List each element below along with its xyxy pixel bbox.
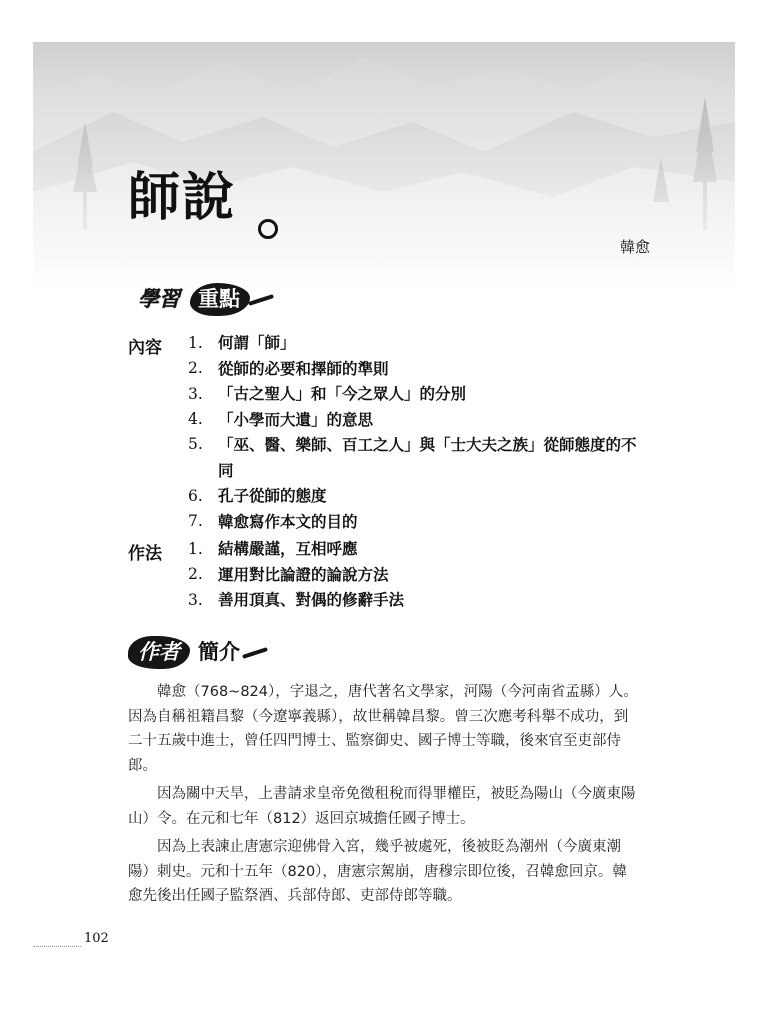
list-item-text: 「古之聖人」和「今之眾人」的分別	[218, 384, 467, 403]
list-item	[188, 483, 638, 509]
list-item	[188, 587, 638, 613]
learning-points-heading	[132, 283, 274, 316]
list-item-text: 韓愈寫作本文的目的	[218, 511, 358, 531]
list-item-number: 6.	[188, 486, 203, 505]
list-item-number: 3.	[188, 590, 203, 609]
content-section-label: 內容	[128, 338, 162, 358]
author-name: 韓愈	[620, 238, 651, 256]
list-item-number: 5.	[188, 435, 203, 453]
bio-paragraph: 因為關中天旱，上書請求皇帝免徵租稅而得罪權臣，被貶為陽山（今廣東陽山）令。在元和七年（812）返回京城擔任國子博士。	[128, 786, 636, 827]
method-list	[188, 536, 638, 613]
list-item	[188, 562, 638, 588]
list-item-text: 孔子從師的態度	[218, 486, 327, 505]
bio-paragraph: 韓愈（768~824），字退之，唐代著名文學家，河陽（今河南省孟縣）人。因為自稱祖籍昌黎（今遼寧義縣），故世稱韓昌黎。曾三次應考科舉不成功，到二十五歲中進士，曾任四門博士、監察御史、國子博士等職，後來官至吏部侍郎。	[128, 684, 638, 774]
learning-heading-part-a: 學習	[138, 287, 180, 311]
list-item-number: 1.	[188, 539, 203, 558]
page-number-rule	[33, 946, 81, 947]
list-item-text: 「小學而大遺」的意思	[218, 409, 374, 429]
list-item	[188, 356, 638, 382]
list-item-text: 運用對比論證的論說方法	[218, 564, 389, 584]
list-item-text: 從師的必要和擇師的準則	[218, 358, 389, 378]
list-item	[188, 407, 638, 433]
list-item-number: 7.	[188, 512, 203, 531]
list-item-number: 4.	[188, 410, 203, 429]
leaf-stem-decoration	[248, 294, 274, 306]
learning-heading-part-b: 重點	[190, 283, 250, 316]
author-heading-part-a: 作者	[128, 636, 190, 669]
author-heading-part-b: 簡介	[198, 640, 240, 664]
bio-paragraph: 因為上表諫止唐憲宗迎佛骨入宮，幾乎被處死，後被貶為潮州（今廣東潮陽）刺史。元和十五年（820），唐憲宗駕崩，唐穆宗即位後，召韓愈回京。韓愈先後出任國子監祭酒、兵部侍郎、吏部侍郎等職。	[128, 839, 627, 904]
content-list	[188, 330, 638, 534]
page-number: 102	[84, 931, 109, 946]
list-item-number: 2.	[188, 359, 203, 378]
list-item	[188, 432, 638, 483]
list-item-number: 2.	[188, 565, 203, 584]
title-circle-mark	[258, 219, 278, 239]
author-intro-heading	[128, 636, 268, 669]
list-item	[188, 381, 638, 407]
list-item	[188, 330, 638, 356]
list-item-number: 1.	[188, 333, 203, 352]
list-item	[188, 509, 638, 535]
page-title: 師說	[128, 167, 237, 228]
list-item-text: 何謂「師」	[218, 333, 296, 352]
list-item-text: 善用頂真、對偶的修辭手法	[218, 590, 405, 609]
list-item-text: 「巫、醫、樂師、百工之人」與「士大夫之族」從師態度的不同	[218, 435, 637, 480]
list-item	[188, 536, 638, 562]
author-biography	[128, 680, 640, 913]
brush-stroke-decoration	[242, 647, 268, 659]
list-item-text: 結構嚴謹，互相呼應	[218, 539, 358, 558]
method-section-label: 作法	[128, 544, 162, 564]
list-item-number: 3.	[188, 384, 203, 403]
